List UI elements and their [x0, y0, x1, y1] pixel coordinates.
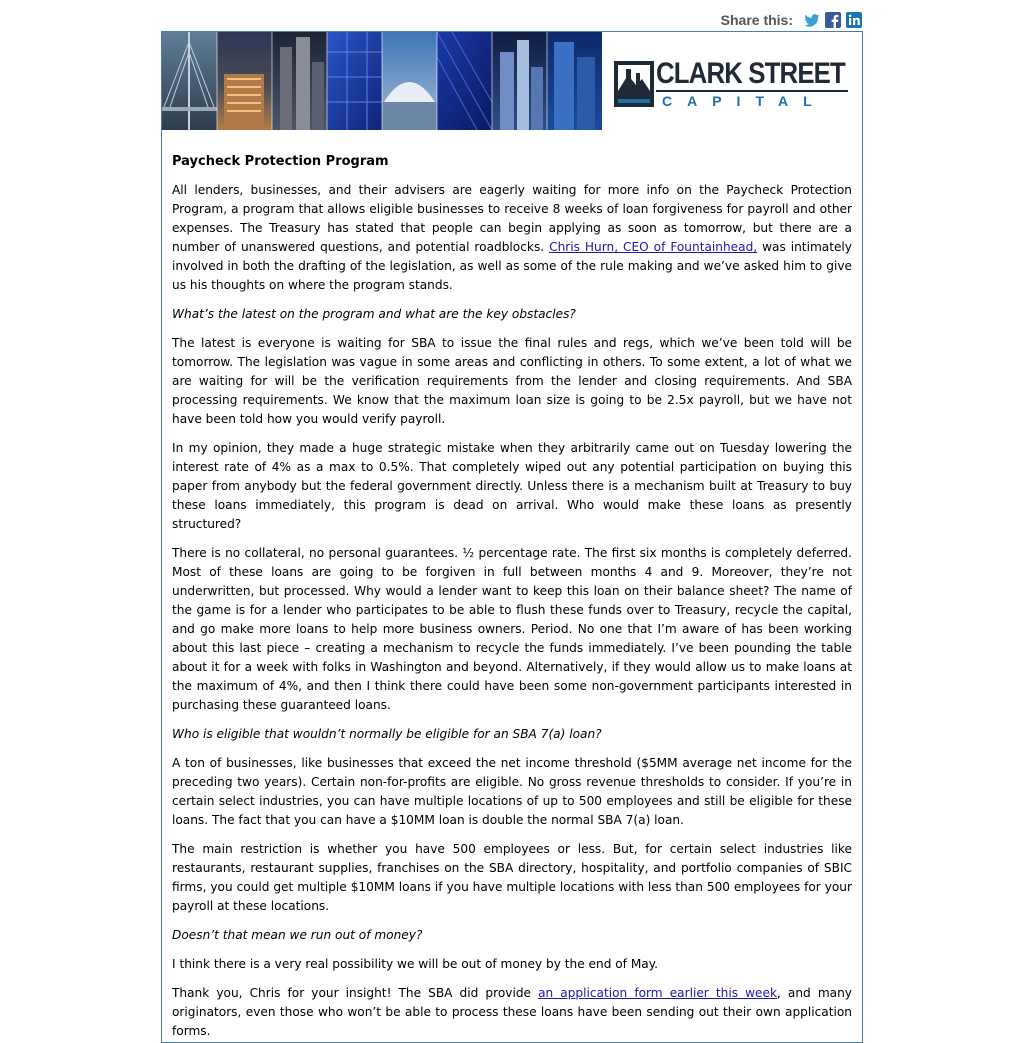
paragraph-7: I think there is a very real possibility we will be out of money by the end of May.	[172, 957, 659, 971]
linkedin-icon[interactable]	[846, 12, 862, 28]
paragraph-4: There is no collateral, no personal guarantees. ½ percentage rate. The first six months is completely deferred. Most of these loans are going to be forgiven in full between months 4 and 9. Moreover, they’re not underwritten, but processed. Why would a lender want to keep this loan on their balance sheet? The name of the game is for a lender who participates to be able to flush these funds over to Treasury, recycle the capital, and go make more loans to help more business owners. Period. No one that I’m aware of has been working about this last piece – creating a mechanism to recycle the funds immediately. I’ve been pounding the table about it for a week with folks in Washington and beyond. Alternatively, if they would allow us to make loans at the maximum of 4%, and then I think there could have been some non-government participants interested in purchasing these guaranteed loans.	[172, 546, 852, 712]
intro-text-end: was intimately involved in both the drafting of the legislation, as well as some of the rule making and we’ve asked him to give us his thoughts on where the program stands.	[172, 240, 852, 292]
banner	[162, 32, 862, 130]
paragraph-3: In my opinion, they made a huge strategic mistake when they arbitrarily came out on Tuesday lowering the interest rate of 4% as a max to 0.5%. That completely wiped out any potential participation on buying this paper from anybody but the federal government directly. Unless there is a mechanism built at Treasury to buy these loans immediately, this program is dead on arrival. Who would make these loans as presently structured?	[172, 441, 852, 531]
share-bar	[700, 10, 862, 30]
city-photo-strip	[162, 32, 602, 130]
logo-subtitle: CAPITAL	[662, 93, 827, 109]
paragraph-6: The main restriction is whether you have 500 employees or less. But, for certain select industries like restaurants, restaurant supplies, franchises on the SBA directory, hospitality, and portfolio companies of SBIC firms, you could get multiple $10MM loans if you have multiple locations with less than 500 employees for your payroll at these locations.	[172, 842, 852, 913]
intro-text: All lenders, businesses, and their advisers are eagerly waiting for more info on the Paycheck Protection Program, a program that allows eligible businesses to receive 8 weeks of loan forgiveness for payroll and other expenses. The Treasury has stated that people can begin applying as soon as tomorrow, but there are a number of unanswered questions, and potential roadblocks.	[172, 183, 852, 254]
paragraph-8	[172, 984, 852, 1041]
paragraph-intro	[172, 181, 852, 295]
closing-text: Thank you, Chris for your insight! The SBA did provide	[172, 986, 539, 1000]
article-title: Paycheck Protection Program	[172, 154, 389, 169]
paragraph-2: The latest is everyone is waiting for SBA to issue the final rules and regs, which we’ve been told will be tomorrow. The legislation was vague in some areas and conflicting in others. To some extent, a lot of what we are waiting for will be the verification requirements from the lender and closing requirements. And SBA processing requirements. We know that the maximum loan size is going to be 2.5x payroll, but we have not have been told how you would verify payroll.	[172, 336, 852, 426]
share-label: Share this:	[720, 12, 793, 28]
paragraph-5: A ton of businesses, like businesses that exceed the net income threshold ($5MM average net income for the preceding two years). Certain non-for-profits are eligible. No gross revenue thresholds to consider. If you’re in certain select industries, you can have multiple locations of up to 500 employees and still be eligible for these loans. The fact that you can have a $10MM loan is double the normal SBA 7(a) loan.	[172, 756, 852, 827]
logo-divider	[656, 90, 848, 92]
facebook-icon[interactable]	[825, 12, 841, 28]
question-2: Who is eligible that wouldn’t normally be eligible for an SBA 7(a) loan?	[172, 727, 602, 741]
logo-mark-icon	[614, 61, 654, 107]
question-1: What’s the latest on the program and what are the key obstacles?	[172, 307, 576, 321]
clark-street-capital-logo	[614, 59, 849, 109]
newsletter-container	[161, 31, 863, 1043]
chris-hurn-link[interactable]: Chris Hurn, CEO of Fountainhead,	[549, 240, 758, 254]
question-3: Doesn’t that mean we run out of money?	[172, 928, 423, 942]
twitter-icon[interactable]	[804, 12, 820, 28]
logo-title: CLARK STREET	[656, 57, 845, 90]
application-form-link[interactable]: an application form earlier this week	[538, 986, 777, 1000]
article-content	[162, 130, 862, 1041]
closing-text-end: , and many originators, even those who won’t be able to process these loans have been sending out their own application forms.	[172, 986, 852, 1038]
